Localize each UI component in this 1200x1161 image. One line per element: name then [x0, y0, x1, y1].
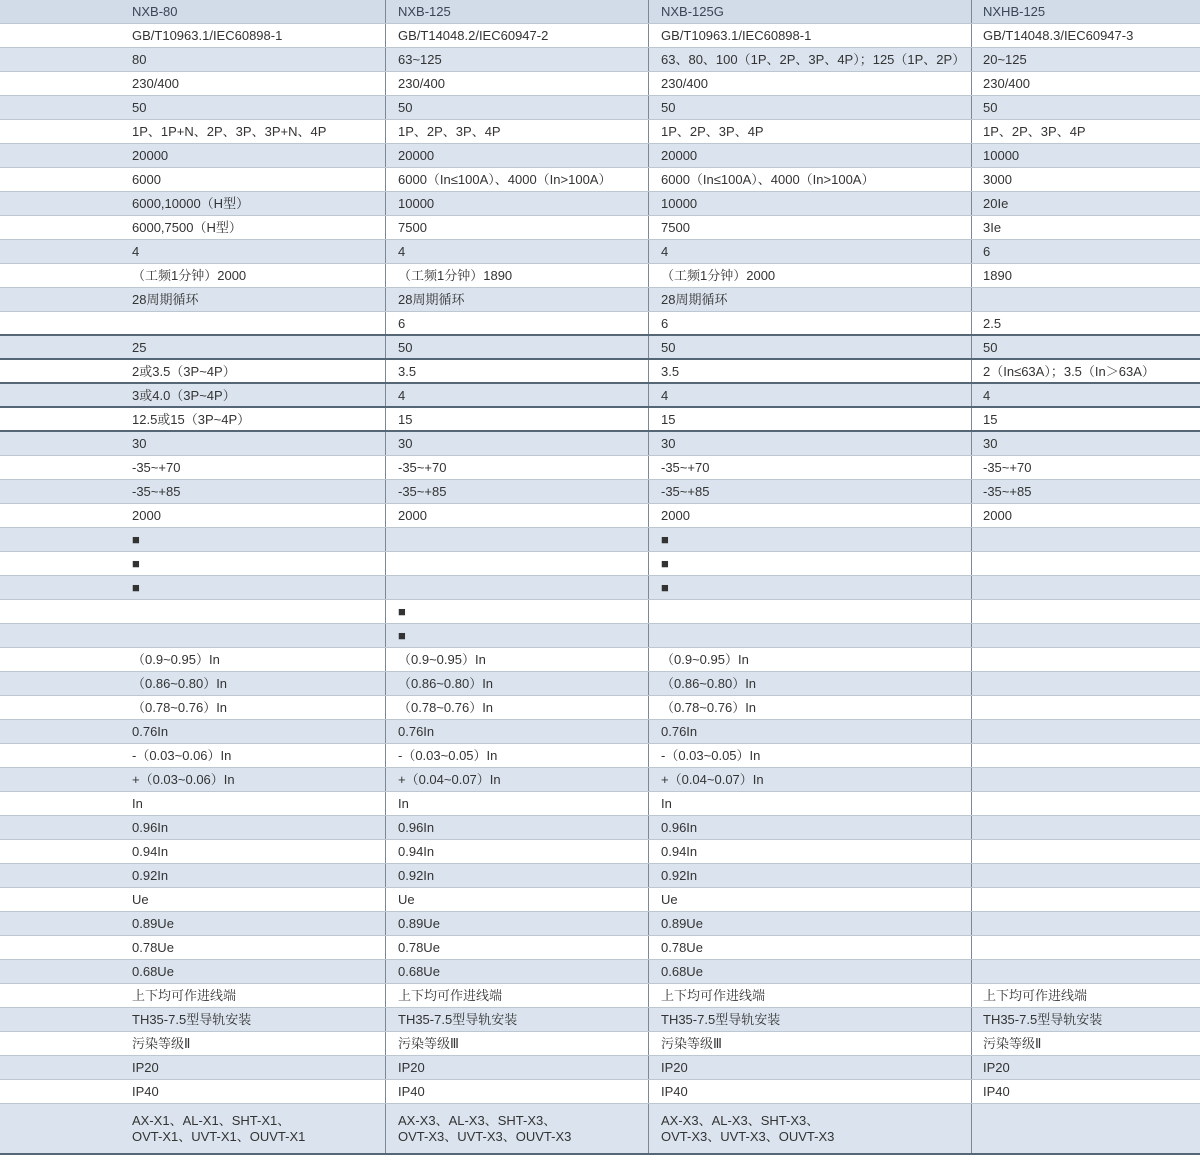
cell-nxb-80: 2或3.5（3P~4P） — [123, 360, 386, 382]
cell-nxhb-125 — [972, 816, 1200, 839]
cell-nxb-125g: 污染等级Ⅲ — [649, 1032, 972, 1055]
cell-nxb-125: -35~+70 — [386, 456, 649, 479]
row-label-blank — [0, 1008, 123, 1031]
cell-nxb-125g: 4 — [649, 240, 972, 263]
cell-nxhb-125: -35~+85 — [983, 484, 1032, 499]
row-label-blank — [0, 120, 123, 143]
row-label-blank — [0, 480, 123, 503]
cell-nxhb-125 — [972, 624, 1200, 647]
cell-nxb-80: +（0.03~0.06）In — [123, 768, 386, 791]
table-row — [0, 672, 1200, 696]
cell-nxb-125: （0.78~0.76）In — [386, 696, 649, 719]
cell-nxb-125g: ■ — [649, 576, 972, 599]
cell-nxb-125g: 30 — [649, 432, 972, 455]
table-row — [0, 648, 1200, 672]
cell-nxhb-125: GB/T14048.3/IEC60947-3 — [983, 28, 1134, 43]
cell-nxb-125: 7500 — [386, 216, 649, 239]
cell-nxhb-125 — [972, 648, 1200, 671]
cell-nxb-125: 0.68Ue — [386, 960, 649, 983]
cell-nxhb-125: IP40 — [983, 1084, 1010, 1099]
cell-nxb-125g: GB/T10963.1/IEC60898-1 — [649, 24, 972, 47]
table-row — [0, 888, 1200, 912]
row-label-blank — [0, 1080, 123, 1103]
cell-nxhb-125: 30 — [983, 436, 998, 451]
table-row — [0, 744, 1200, 768]
cell-nxb-125: 6 — [386, 312, 649, 334]
row-label-blank — [0, 456, 123, 479]
table-row — [0, 1104, 1200, 1155]
row-label-blank — [0, 48, 123, 71]
cell-nxb-125g: 0.96In — [649, 816, 972, 839]
cell-nxb-125g: 7500 — [649, 216, 972, 239]
table-row — [0, 312, 1200, 336]
table-body — [0, 24, 1200, 1155]
header-nxb-125: NXB-125 — [386, 0, 649, 23]
cell-nxb-80: 12.5或15（3P~4P） — [123, 408, 386, 430]
cell-nxb-125: 污染等级Ⅲ — [386, 1032, 649, 1055]
cell-nxb-80: 6000,10000（H型） — [123, 192, 386, 215]
cell-nxb-125g: 15 — [649, 408, 972, 430]
cell-nxb-80: 2000 — [123, 504, 386, 527]
cell-nxhb-125: 2（In≤63A）；3.5（In＞63A） — [983, 364, 1155, 379]
row-label-blank — [0, 1056, 123, 1079]
cell-nxhb-125: 3000 — [983, 172, 1012, 187]
cell-nxb-125: 50 — [386, 336, 649, 358]
cell-nxb-80: -35~+70 — [123, 456, 386, 479]
table-row — [0, 960, 1200, 984]
cell-nxb-80: 0.96In — [123, 816, 386, 839]
cell-nxb-125g: 0.68Ue — [649, 960, 972, 983]
table-row — [0, 816, 1200, 840]
cell-nxb-125: 10000 — [386, 192, 649, 215]
row-label-blank — [0, 696, 123, 719]
cell-nxb-125: 63~125 — [386, 48, 649, 71]
table-row — [0, 288, 1200, 312]
cell-nxhb-125: IP20 — [983, 1060, 1010, 1075]
table-row — [0, 1080, 1200, 1104]
table-row — [0, 912, 1200, 936]
table-row — [0, 936, 1200, 960]
cell-nxb-125: （0.86~0.80）In — [386, 672, 649, 695]
cell-nxb-80: 28周期循环 — [123, 288, 386, 311]
cell-nxb-125: IP20 — [386, 1056, 649, 1079]
table-row — [0, 792, 1200, 816]
table-row — [0, 168, 1200, 192]
row-label-blank — [0, 264, 123, 287]
table-row — [0, 72, 1200, 96]
row-label-blank — [0, 72, 123, 95]
cell-nxb-125: 4 — [386, 240, 649, 263]
cell-nxhb-125: 污染等级Ⅱ — [983, 1036, 1042, 1051]
cell-nxhb-125: TH35-7.5型导轨安装 — [983, 1012, 1103, 1027]
table-row — [0, 192, 1200, 216]
row-label-blank — [0, 984, 123, 1007]
row-label-blank — [0, 528, 123, 551]
table-row — [0, 432, 1200, 456]
table-row — [0, 120, 1200, 144]
cell-nxb-80: 80 — [123, 48, 386, 71]
cell-nxb-125g: AX-X3、AL-X3、SHT-X3、 OVT-X3、UVT-X3、OUVT-X3 — [649, 1104, 972, 1153]
table-row — [0, 240, 1200, 264]
cell-nxb-125: -（0.03~0.05）In — [386, 744, 649, 767]
cell-nxb-80: 0.68Ue — [123, 960, 386, 983]
cell-nxb-80: 3或4.0（3P~4P） — [123, 384, 386, 406]
cell-nxb-80 — [123, 600, 386, 623]
cell-nxb-80: AX-X1、AL-X1、SHT-X1、 OVT-X1、UVT-X1、OUVT-X1 — [123, 1104, 386, 1153]
cell-nxb-125: ■ — [386, 624, 649, 647]
cell-nxhb-125 — [972, 720, 1200, 743]
row-label-blank — [0, 504, 123, 527]
cell-nxhb-125: 4 — [983, 388, 991, 403]
cell-nxhb-125: 6 — [983, 244, 991, 259]
row-label-blank — [0, 648, 123, 671]
cell-nxb-80: （工频1分钟）2000 — [123, 264, 386, 287]
cell-nxb-80: 4 — [123, 240, 386, 263]
cell-nxb-125: 2000 — [386, 504, 649, 527]
cell-nxb-80: 230/400 — [123, 72, 386, 95]
row-label-blank — [0, 192, 123, 215]
table-row — [0, 600, 1200, 624]
cell-nxhb-125 — [972, 288, 1200, 311]
cell-nxb-80: （0.86~0.80）In — [123, 672, 386, 695]
cell-nxb-125g: 4 — [649, 384, 972, 406]
table-row — [0, 264, 1200, 288]
cell-nxhb-125: 10000 — [983, 148, 1020, 163]
cell-nxb-125g: 20000 — [649, 144, 972, 167]
row-label-blank — [0, 240, 123, 263]
cell-nxb-125 — [386, 576, 649, 599]
cell-nxb-125: IP40 — [386, 1080, 649, 1103]
cell-nxb-125 — [386, 528, 649, 551]
cell-nxb-80: GB/T10963.1/IEC60898-1 — [123, 24, 386, 47]
row-label-blank — [0, 840, 123, 863]
table-row — [0, 408, 1200, 432]
cell-nxb-125g: （0.9~0.95）In — [649, 648, 972, 671]
cell-nxb-125g: -35~+85 — [649, 480, 972, 503]
cell-nxhb-125 — [972, 864, 1200, 887]
row-label-blank — [0, 792, 123, 815]
row-label-blank — [0, 576, 123, 599]
header-nxhb-125: NXHB-125 — [983, 4, 1046, 19]
cell-nxb-125 — [386, 552, 649, 575]
cell-nxb-125g: 10000 — [649, 192, 972, 215]
table-row — [0, 624, 1200, 648]
cell-nxhb-125 — [972, 576, 1200, 599]
cell-nxb-125g: 0.76In — [649, 720, 972, 743]
cell-nxb-125g: （0.78~0.76）In — [649, 696, 972, 719]
row-label-blank — [0, 768, 123, 791]
row-label-blank — [0, 408, 123, 430]
cell-nxb-125g: 50 — [649, 336, 972, 358]
cell-nxb-125g: 2000 — [649, 504, 972, 527]
cell-nxb-125g: -（0.03~0.05）In — [649, 744, 972, 767]
cell-nxb-125g: 1P、2P、3P、4P — [649, 120, 972, 143]
cell-nxhb-125 — [972, 600, 1200, 623]
table-row — [0, 384, 1200, 408]
header-nxb-125g: NXB-125G — [649, 0, 972, 23]
cell-nxb-80: （0.9~0.95）In — [123, 648, 386, 671]
row-label-blank — [0, 816, 123, 839]
row-label-blank — [0, 936, 123, 959]
cell-nxb-125: 0.92In — [386, 864, 649, 887]
cell-nxb-125g: IP20 — [649, 1056, 972, 1079]
cell-nxb-125: 6000（In≤100A）、4000（In>100A） — [386, 168, 649, 191]
table-row — [0, 984, 1200, 1008]
row-label-blank — [0, 960, 123, 983]
cell-nxb-80: 6000,7500（H型） — [123, 216, 386, 239]
cell-nxhb-125 — [972, 1104, 1200, 1153]
cell-nxhb-125 — [972, 744, 1200, 767]
cell-nxb-125: 4 — [386, 384, 649, 406]
cell-nxb-125g: 0.89Ue — [649, 912, 972, 935]
row-label-blank — [0, 24, 123, 47]
cell-nxb-125g: +（0.04~0.07）In — [649, 768, 972, 791]
cell-nxb-125: AX-X3、AL-X3、SHT-X3、 OVT-X3、UVT-X3、OUVT-X3 — [386, 1104, 649, 1153]
cell-nxb-125: 20000 — [386, 144, 649, 167]
cell-nxb-125: （0.9~0.95）In — [386, 648, 649, 671]
cell-nxb-80 — [123, 312, 386, 334]
table-row — [0, 336, 1200, 360]
cell-nxb-125g: 0.92In — [649, 864, 972, 887]
cell-nxhb-125: 50 — [983, 340, 998, 355]
cell-nxb-125g: IP40 — [649, 1080, 972, 1103]
cell-nxb-80: ■ — [123, 528, 386, 551]
table-row — [0, 1032, 1200, 1056]
cell-nxb-125: TH35-7.5型导轨安装 — [386, 1008, 649, 1031]
cell-nxhb-125: 15 — [983, 412, 998, 427]
table-row — [0, 96, 1200, 120]
cell-nxb-125g: 6 — [649, 312, 972, 334]
cell-nxb-125g: TH35-7.5型导轨安装 — [649, 1008, 972, 1031]
cell-nxhb-125: 2000 — [983, 508, 1012, 523]
cell-nxb-80: IP40 — [123, 1080, 386, 1103]
table-header — [0, 0, 1200, 24]
cell-nxhb-125 — [972, 672, 1200, 695]
cell-nxb-80: 上下均可作进线端 — [123, 984, 386, 1007]
cell-nxb-80: In — [123, 792, 386, 815]
cell-nxb-125g: 28周期循环 — [649, 288, 972, 311]
cell-nxb-125g: 50 — [649, 96, 972, 119]
row-label-blank — [0, 552, 123, 575]
cell-nxb-80: 污染等级Ⅱ — [123, 1032, 386, 1055]
cell-nxb-125: 上下均可作进线端 — [386, 984, 649, 1007]
cell-nxb-125: In — [386, 792, 649, 815]
header-nxb-80: NXB-80 — [123, 0, 386, 23]
cell-nxb-125: 0.96In — [386, 816, 649, 839]
cell-nxhb-125 — [972, 888, 1200, 911]
cell-nxb-125: Ue — [386, 888, 649, 911]
cell-nxb-125g: （工频1分钟）2000 — [649, 264, 972, 287]
cell-nxhb-125: 3Ie — [983, 220, 1002, 235]
cell-nxb-80: 25 — [123, 336, 386, 358]
cell-nxb-125: -35~+85 — [386, 480, 649, 503]
cell-nxb-80: 30 — [123, 432, 386, 455]
cell-nxb-80: （0.78~0.76）In — [123, 696, 386, 719]
cell-nxb-125g: 0.94In — [649, 840, 972, 863]
cell-nxb-125: 0.76In — [386, 720, 649, 743]
cell-nxb-125g: In — [649, 792, 972, 815]
cell-nxb-125: 50 — [386, 96, 649, 119]
cell-nxhb-125 — [972, 792, 1200, 815]
row-label-blank — [0, 96, 123, 119]
row-label-blank — [0, 384, 123, 406]
cell-nxhb-125: 1890 — [983, 268, 1012, 283]
cell-nxhb-125 — [972, 696, 1200, 719]
row-label-blank — [0, 912, 123, 935]
row-label-blank — [0, 1032, 123, 1055]
cell-nxb-80: 1P、1P+N、2P、3P、3P+N、4P — [123, 120, 386, 143]
row-label-blank — [0, 744, 123, 767]
row-label-blank — [0, 720, 123, 743]
cell-nxhb-125: 2.5 — [983, 316, 1002, 331]
cell-nxhb-125 — [972, 768, 1200, 791]
cell-nxb-125g: 230/400 — [649, 72, 972, 95]
cell-nxb-125: 0.89Ue — [386, 912, 649, 935]
row-label-blank — [0, 336, 123, 358]
cell-nxb-125g: 上下均可作进线端 — [649, 984, 972, 1007]
cell-nxb-80: Ue — [123, 888, 386, 911]
row-label-blank — [0, 624, 123, 647]
row-label-blank — [0, 216, 123, 239]
cell-nxb-125g: Ue — [649, 888, 972, 911]
cell-nxb-80 — [123, 624, 386, 647]
row-label-blank — [0, 864, 123, 887]
cell-nxhb-125 — [972, 552, 1200, 575]
table-row — [0, 720, 1200, 744]
table-row — [0, 552, 1200, 576]
cell-nxb-125: 3.5 — [386, 360, 649, 382]
cell-nxhb-125 — [972, 912, 1200, 935]
row-label-blank — [0, 888, 123, 911]
row-label-blank — [0, 312, 123, 334]
table-row — [0, 216, 1200, 240]
header-blank — [0, 0, 123, 23]
row-label-blank — [0, 144, 123, 167]
cell-nxb-80: 0.78Ue — [123, 936, 386, 959]
cell-nxhb-125: 50 — [983, 100, 998, 115]
row-label-blank — [0, 168, 123, 191]
cell-nxb-125g: 3.5 — [649, 360, 972, 382]
cell-nxhb-125 — [972, 840, 1200, 863]
table-row — [0, 360, 1200, 384]
cell-nxhb-125 — [972, 528, 1200, 551]
cell-nxb-80: ■ — [123, 552, 386, 575]
cell-nxb-125g — [649, 624, 972, 647]
cell-nxhb-125: 20~125 — [983, 52, 1027, 67]
row-label-blank — [0, 600, 123, 623]
cell-nxb-80: 6000 — [123, 168, 386, 191]
cell-nxb-125g: -35~+70 — [649, 456, 972, 479]
cell-nxb-125: （工频1分钟）1890 — [386, 264, 649, 287]
cell-nxb-125: 15 — [386, 408, 649, 430]
cell-nxb-125g: ■ — [649, 552, 972, 575]
table-row — [0, 840, 1200, 864]
cell-nxb-80: -（0.03~0.06）In — [123, 744, 386, 767]
cell-nxb-80: -35~+85 — [123, 480, 386, 503]
cell-nxb-125: ■ — [386, 600, 649, 623]
cell-nxhb-125: 20Ie — [983, 196, 1009, 211]
cell-nxb-125: 1P、2P、3P、4P — [386, 120, 649, 143]
cell-nxhb-125: 上下均可作进线端 — [983, 988, 1088, 1003]
table-row — [0, 480, 1200, 504]
cell-nxb-125g: ■ — [649, 528, 972, 551]
cell-nxb-80: 0.92In — [123, 864, 386, 887]
table-row — [0, 48, 1200, 72]
row-label-blank — [0, 432, 123, 455]
table-row — [0, 768, 1200, 792]
cell-nxb-125: 30 — [386, 432, 649, 455]
cell-nxb-125: 28周期循环 — [386, 288, 649, 311]
table-row — [0, 144, 1200, 168]
row-label-blank — [0, 360, 123, 382]
cell-nxb-125g: 0.78Ue — [649, 936, 972, 959]
cell-nxb-80: 0.76In — [123, 720, 386, 743]
cell-nxb-80: TH35-7.5型导轨安装 — [123, 1008, 386, 1031]
table-row — [0, 864, 1200, 888]
cell-nxb-125: 0.94In — [386, 840, 649, 863]
cell-nxb-80: ■ — [123, 576, 386, 599]
cell-nxb-125g — [649, 600, 972, 623]
cell-nxb-80: IP20 — [123, 1056, 386, 1079]
cell-nxb-80: 50 — [123, 96, 386, 119]
table-row — [0, 1056, 1200, 1080]
table-row — [0, 1008, 1200, 1032]
cell-nxb-125: 0.78Ue — [386, 936, 649, 959]
row-label-blank — [0, 1104, 123, 1153]
cell-nxb-125: +（0.04~0.07）In — [386, 768, 649, 791]
cell-nxhb-125 — [972, 936, 1200, 959]
row-label-blank — [0, 288, 123, 311]
cell-nxhb-125: 1P、2P、3P、4P — [983, 124, 1086, 139]
table-row — [0, 576, 1200, 600]
cell-nxb-125g: 6000（In≤100A）、4000（In>100A） — [649, 168, 972, 191]
table-row — [0, 696, 1200, 720]
cell-nxb-125g: （0.86~0.80）In — [649, 672, 972, 695]
row-label-blank — [0, 672, 123, 695]
cell-nxb-125: 230/400 — [386, 72, 649, 95]
cell-nxb-80: 0.94In — [123, 840, 386, 863]
table-row — [0, 504, 1200, 528]
table-row — [0, 528, 1200, 552]
cell-nxb-80: 0.89Ue — [123, 912, 386, 935]
cell-nxhb-125: -35~+70 — [983, 460, 1032, 475]
table-row — [0, 24, 1200, 48]
cell-nxb-125g: 63、80、100（1P、2P、3P、4P）；125（1P、2P） — [649, 48, 972, 71]
cell-nxhb-125 — [972, 960, 1200, 983]
cell-nxhb-125: 230/400 — [983, 76, 1030, 91]
cell-nxb-80: 20000 — [123, 144, 386, 167]
cell-nxb-125: GB/T14048.2/IEC60947-2 — [386, 24, 649, 47]
table-row — [0, 456, 1200, 480]
